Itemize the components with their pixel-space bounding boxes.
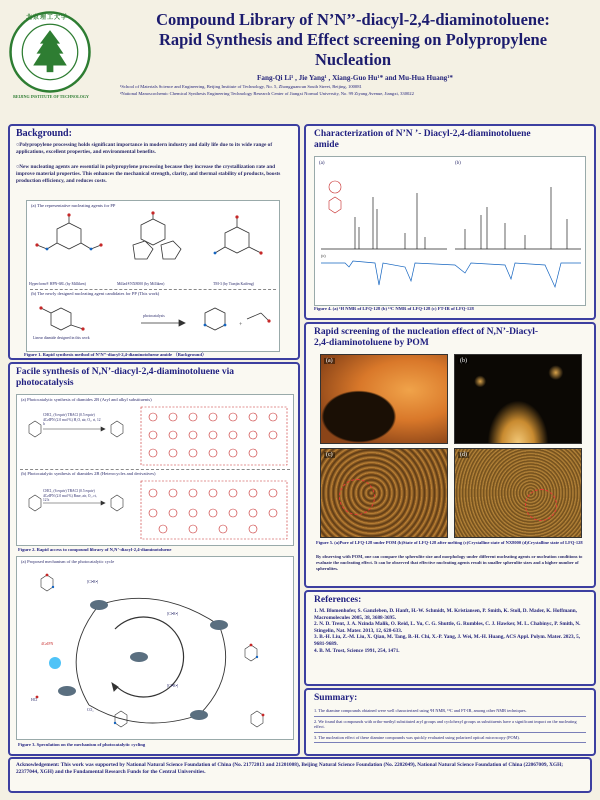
mol1-label: Hyperform® HPN-68L (by Milliken) bbox=[29, 282, 86, 286]
author-list: Fang-Qi Li¹ , Jie Yang¹ , Xiang-Guo Hu¹* and Mu-Hua Huang¹* bbox=[256, 74, 454, 82]
fig4-label-b: (b) bbox=[455, 161, 461, 166]
affiliation-2: ²National Manoscochemic Chemical Synthesis Engineering Technology Research Center of Jiangxi Normal University, No. 99 Ziyang Avenue, Jiangxi, 330022 bbox=[120, 90, 414, 96]
pom-image-a bbox=[320, 354, 448, 444]
figure-3-caption: Figure 3. Speculation on the mechanism of photocatalytic cycling bbox=[18, 742, 146, 747]
pom-title-line-2: 2,4-diaminotoluene by POM bbox=[314, 338, 429, 348]
synthesis-panel bbox=[8, 362, 300, 756]
characterization-panel bbox=[304, 124, 596, 320]
pom-label-b: (b) bbox=[460, 358, 467, 364]
pom-image-c bbox=[320, 448, 448, 538]
characterization-title-line-2: amide bbox=[314, 140, 339, 150]
fig2-label-a: (a) Photocatalytic synthesis of diamides 2B (Aryl and alkyl substituents) bbox=[21, 397, 152, 402]
mech-species-co2: CO₂ bbox=[87, 708, 94, 712]
fig3-label: (a) Proposed mechanism of the photocatalytic cycle bbox=[21, 559, 115, 564]
characterization-title bbox=[314, 129, 531, 151]
figure-3 bbox=[16, 556, 294, 740]
fig1-divider bbox=[30, 289, 276, 290]
scope-table-b bbox=[21, 479, 291, 541]
fig1-label-a: (a) The representative nucleating agents for PP bbox=[31, 203, 116, 208]
mech-species-1: [Cl•R•] bbox=[87, 580, 99, 584]
synthesis-title bbox=[16, 367, 234, 389]
figure-1-caption: Figure 1. Rapid synthesis method of N’N’’-diacyl-2,4-diaminotoluene amide （Background） bbox=[24, 352, 207, 357]
pom-description: By observing with POM, one can compare the spherulite size and morphology under different nucleating agents or nucleation conditions to evaluate the nucleating effect. It can be observed that effective nucleating agents result in smaller spherulite sizes and a higher number of spherulites. bbox=[316, 554, 583, 571]
synthesis-title-line-2: photocatalysis bbox=[16, 378, 74, 388]
fig2-conditions-a: CHCl₃ (6 equiv) TBACl (0.5 equiv) 4CzIPN (2.0 mol %) H₂O, air, O₂, rt, 12 h bbox=[43, 413, 101, 427]
references-panel bbox=[304, 590, 596, 686]
logo-cn-text: 北京理工大学 bbox=[26, 15, 69, 21]
summary-item: 2. We found that compounds with ortho-methyl substituted aryl groups and cyclohexyl groups as substituents have a significant impact on the nucleating effect. bbox=[314, 717, 586, 733]
poster-title bbox=[118, 10, 588, 70]
fig2-label-b: (b) Photocatalytic synthesis of diamides 2B (Heterocycles and derivatives) bbox=[21, 471, 156, 476]
background-p2: ○New nucleating agents are essential in polypropylene processing because they increase the crystallization rate and improve material properties. This enhances the mechanical strength, clarity, and thermal stability of products, boosts production efficiency, and reduces costs. bbox=[16, 164, 281, 184]
background-p1: ○Polypropylene processing holds significant importance in modern industry and daily life due to its wide range of applications, excellent properties, and environmental benefits. bbox=[16, 142, 273, 155]
figure-2 bbox=[16, 394, 294, 546]
synthesis-title-line-1: Facile synthesis of N,N’-diacyl-2,4-diaminotoluene via bbox=[16, 367, 234, 377]
poster-header bbox=[0, 0, 600, 120]
pom-label-c: (c) bbox=[326, 452, 333, 458]
mech-species-hcl: HCl bbox=[31, 698, 38, 702]
summary-panel bbox=[304, 688, 596, 756]
summary-item: 3. The nucleation effect of these diamine compounds was quickly evaluated using polarized optical microscopy (POM). bbox=[314, 733, 586, 744]
reference-item: 4. B. M. Trost, Science 1991, 254, 1471. bbox=[314, 647, 400, 654]
title-line-2: Rapid Synthesis and Effect screening on Polypropylene bbox=[158, 30, 548, 49]
references-title: References: bbox=[314, 595, 362, 605]
svg-text:+: + bbox=[239, 322, 243, 328]
title-line-1: Compound Library of N’N’’-diacyl-2,4-diaminotoluene: bbox=[156, 10, 550, 29]
reference-list bbox=[314, 608, 586, 654]
pom-image-b bbox=[454, 354, 582, 444]
affiliation-1: ¹School of Materials Science and Engineering, Beijing Institute of Technology, No. 5, Zhongguancun South Street, Beijing, 100081 bbox=[120, 84, 362, 89]
mol2-label: Millad®NX8000 (by Milliken) bbox=[117, 282, 165, 286]
background-panel bbox=[8, 124, 300, 360]
pom-title-line-1: Rapid screening of the nucleation effect of N,N’-Diacyl- bbox=[314, 327, 539, 337]
fig2-conditions-b: CHCl₃ (6 equiv) TBACl (0.5 equiv) 4CzIPN (2.0 mol %) Base, air, O₂, rt, 12 h bbox=[43, 489, 97, 503]
nucleating-agent-structures bbox=[29, 211, 277, 283]
summary-item: 1. The diamine compounds obtained were well characterized using ¹H NMR, ¹³C and FT-IR, among other NMR techniques. bbox=[314, 706, 586, 717]
figure-5-caption: Figure 5. (a)Pure of LFQ-128 under POM (b)State of LFQ-128 after melting (c)Crystalline state of NX8000 (d)Crystalline state of LFQ-128 bbox=[316, 540, 583, 545]
fig1-label-b: (b) The newly designed nucleating agent candidates for PP (This work) bbox=[31, 291, 160, 296]
mech-cycle-label: 4CzIPN bbox=[41, 642, 54, 646]
scheme-arrow-label: photocatalysis bbox=[143, 314, 165, 318]
summary-list bbox=[314, 706, 586, 743]
pom-highlight-c bbox=[339, 479, 375, 515]
reference-item: 1. M. Blomenhofer, S. Ganzleben, D. Hanft, H.-W. Schmidt, M. Kristiansen, P. Smith, K. Stoll, D. Mader, K. Hoffmann, Macromolecules 2005, 38, 3688-3695. bbox=[314, 608, 577, 621]
mol3-label: TM-3 (by Tianjin Kaifeng) bbox=[213, 282, 255, 286]
figure-4 bbox=[314, 156, 586, 306]
background-title: Background: bbox=[16, 128, 72, 139]
figure-1 bbox=[26, 200, 280, 352]
mech-species-3: [Cl•R•] bbox=[167, 684, 179, 688]
logo-en-text: BEIJING INSTITUTE OF TECHNOLOGY bbox=[13, 94, 89, 99]
reference-item: 2. N. D. Trent, J. A. Nzinda Malik, O. Reid, L. Yu, C. G. Shuttle, G. Rumbles, C. J. Hawker, M. L. Chabinyc, P. Smith, N. Stingelin, Nat. Mater. 2013, 12, 628-633. bbox=[314, 621, 581, 634]
pom-title bbox=[314, 327, 538, 349]
scope-table-a bbox=[21, 405, 291, 467]
pom-label-a: (a) bbox=[326, 358, 333, 364]
photocatalytic-mechanism-diagram bbox=[19, 565, 291, 737]
mech-species-2: [Cl•R•] bbox=[167, 612, 179, 616]
figure-2-caption: Figure 2. Rapid access to compound library of N,N’-diacyl-2,4-diaminotoluene bbox=[18, 547, 172, 552]
nmr-spectra bbox=[315, 157, 585, 305]
fig2-divider bbox=[20, 469, 290, 470]
pom-panel bbox=[304, 322, 596, 588]
pom-image-d bbox=[454, 448, 582, 538]
title-line-3: Nucleation bbox=[314, 50, 392, 69]
summary-title: Summary: bbox=[314, 693, 358, 703]
reference-item: 3. B.-H. Liu, Z.-M. Liu, X. Qian, M. Tang, B.-H. Chi, X.-P. Yang, J. Wei, M.-H. Huang, ACS Appl. Polym. Mater. 2023, 5, 9681-9689. bbox=[314, 634, 581, 647]
linear-diamide-note: Linear diamide designed in this work bbox=[33, 336, 90, 340]
affiliations bbox=[120, 84, 590, 97]
university-logo bbox=[8, 10, 92, 94]
svg-text:(c): (c) bbox=[321, 253, 326, 258]
characterization-title-line-1: Characterization of N’N ’- Diacyl-2,4-diaminotoluene bbox=[314, 129, 531, 139]
pom-label-d: (d) bbox=[460, 452, 467, 458]
figure-4-caption: Figure 4. (a) ¹H NMR of LFQ-128 (b) ¹³C NMR of LFQ-128 (c) FT-IR of LFQ-128 bbox=[314, 306, 474, 311]
fig4-label-a: (a) bbox=[319, 161, 325, 166]
acknowledgement: Acknowledgement: This work was supported by National Natural Science Foundation of China (No. 21772013 and 21201008), Beijing Natural Science Foundation (No. 2202049), National Natural Science Foundation of China (22067009, XGH; 22377044, XGH) and the Fundamental Research Funds for the Central Universities. bbox=[8, 757, 592, 793]
pom-highlight-d bbox=[525, 489, 557, 521]
